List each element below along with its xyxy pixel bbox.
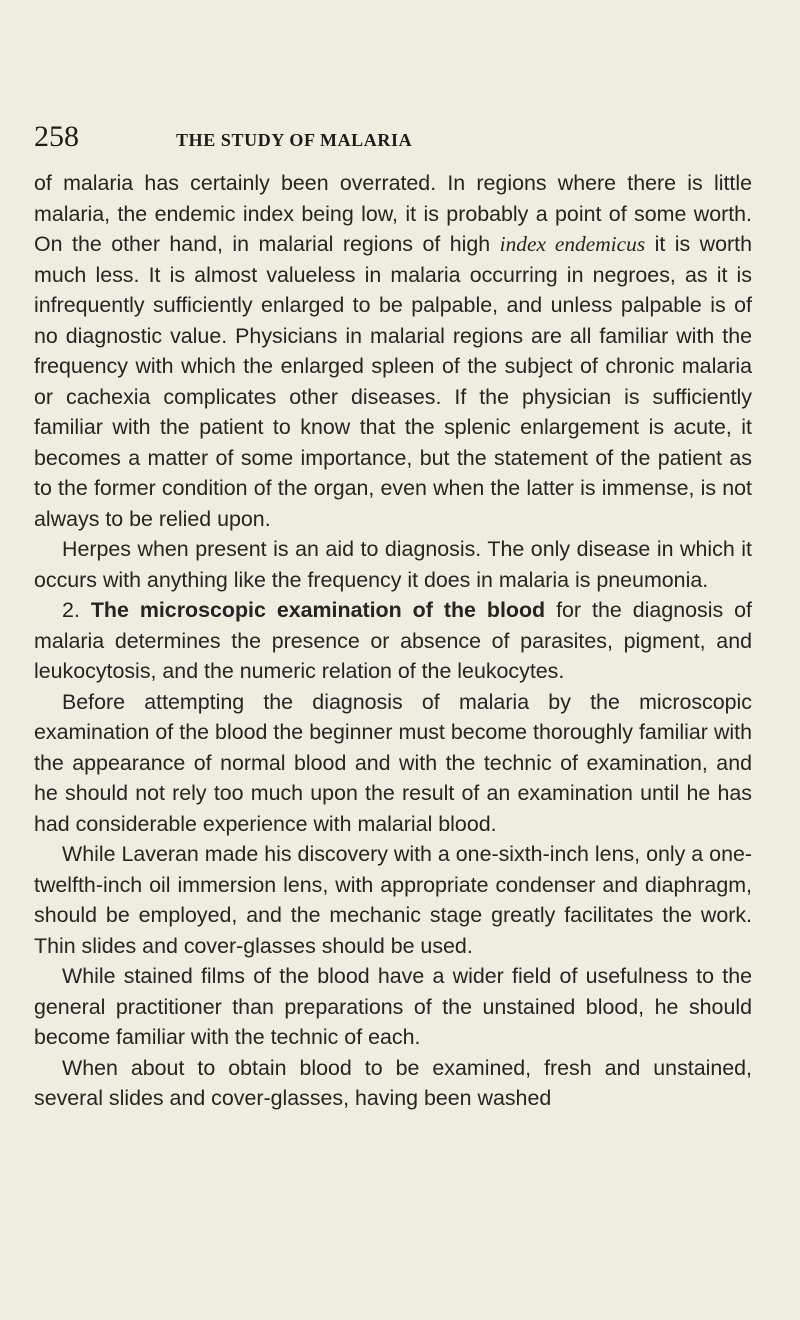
body-text — [34, 168, 752, 1114]
paragraph-1-text-b: it is worth much less. It is almost valueless in malaria occurring in negroes, as it is infrequently sufficiently enlarged to be palpable, and unless palpable is of no diagnostic value. Physicians in malarial regions are all familiar with the frequency with which the enlarged spleen of the subject of chronic malaria or cachexia complicates other diseases. If the physician is sufficiently familiar with the patient to know that the splenic enlargement is acute, it becomes a matter of some importance, but the statement of the patient as to the former condition of the organ, even when the latter is immense, is not always to be relied upon. — [34, 232, 752, 531]
running-head: THE STUDY OF MALARIA — [176, 130, 413, 150]
paragraph-3-text: for the diagnosis of malaria determines the presence or absence of parasites, pigment, and leukocytosis, and the numeric relation of the leukocytes. — [34, 598, 752, 683]
paragraph-2: Herpes when present is an aid to diagnosis. The only disease in which it occurs with anything like the frequency it does in malaria is pneumonia. — [34, 537, 752, 592]
paragraph-6: While stained films of the blood have a wider field of usefulness to the general practitioner than preparations of the unstained blood, he should become familiar with the technic of each. — [34, 964, 752, 1049]
paragraph-4: Before attempting the diagnosis of malaria by the microscopic examination of the blood the beginner must become thoroughly familiar with the appearance of normal blood and with the technic of examination, and he should not rely too much upon the result of an examination until he has had considerable experience with malarial blood. — [34, 689, 752, 836]
page-header — [34, 122, 514, 162]
paragraph-5: While Laveran made his discovery with a one-sixth-inch lens, only a one-twelfth-inch oil immersion lens, with appropriate condenser and diaphragm, should be employed, and the mechanic stage greatly facilitates the work. Thin slides and cover-glasses should be used. — [34, 842, 752, 958]
paragraph-7: When about to obtain blood to be examined, fresh and unstained, several slides and cover-glasses, having been washed — [34, 1055, 752, 1110]
paragraph-3 — [34, 595, 752, 687]
paragraph-3-number: 2. — [62, 598, 91, 622]
page-number: 258 — [34, 120, 79, 153]
paragraph-1-text-a: of malaria has certainly been overrated. In regions where there is little malaria, the endemic index being low, it is probably a point of some worth. On the other hand, in malarial regions of high — [34, 171, 752, 256]
paragraph-1-italic: index endemicus — [499, 232, 646, 256]
paragraph-1 — [34, 168, 752, 534]
paragraph-3-heading: The microscopic examination of the blood — [90, 598, 546, 622]
